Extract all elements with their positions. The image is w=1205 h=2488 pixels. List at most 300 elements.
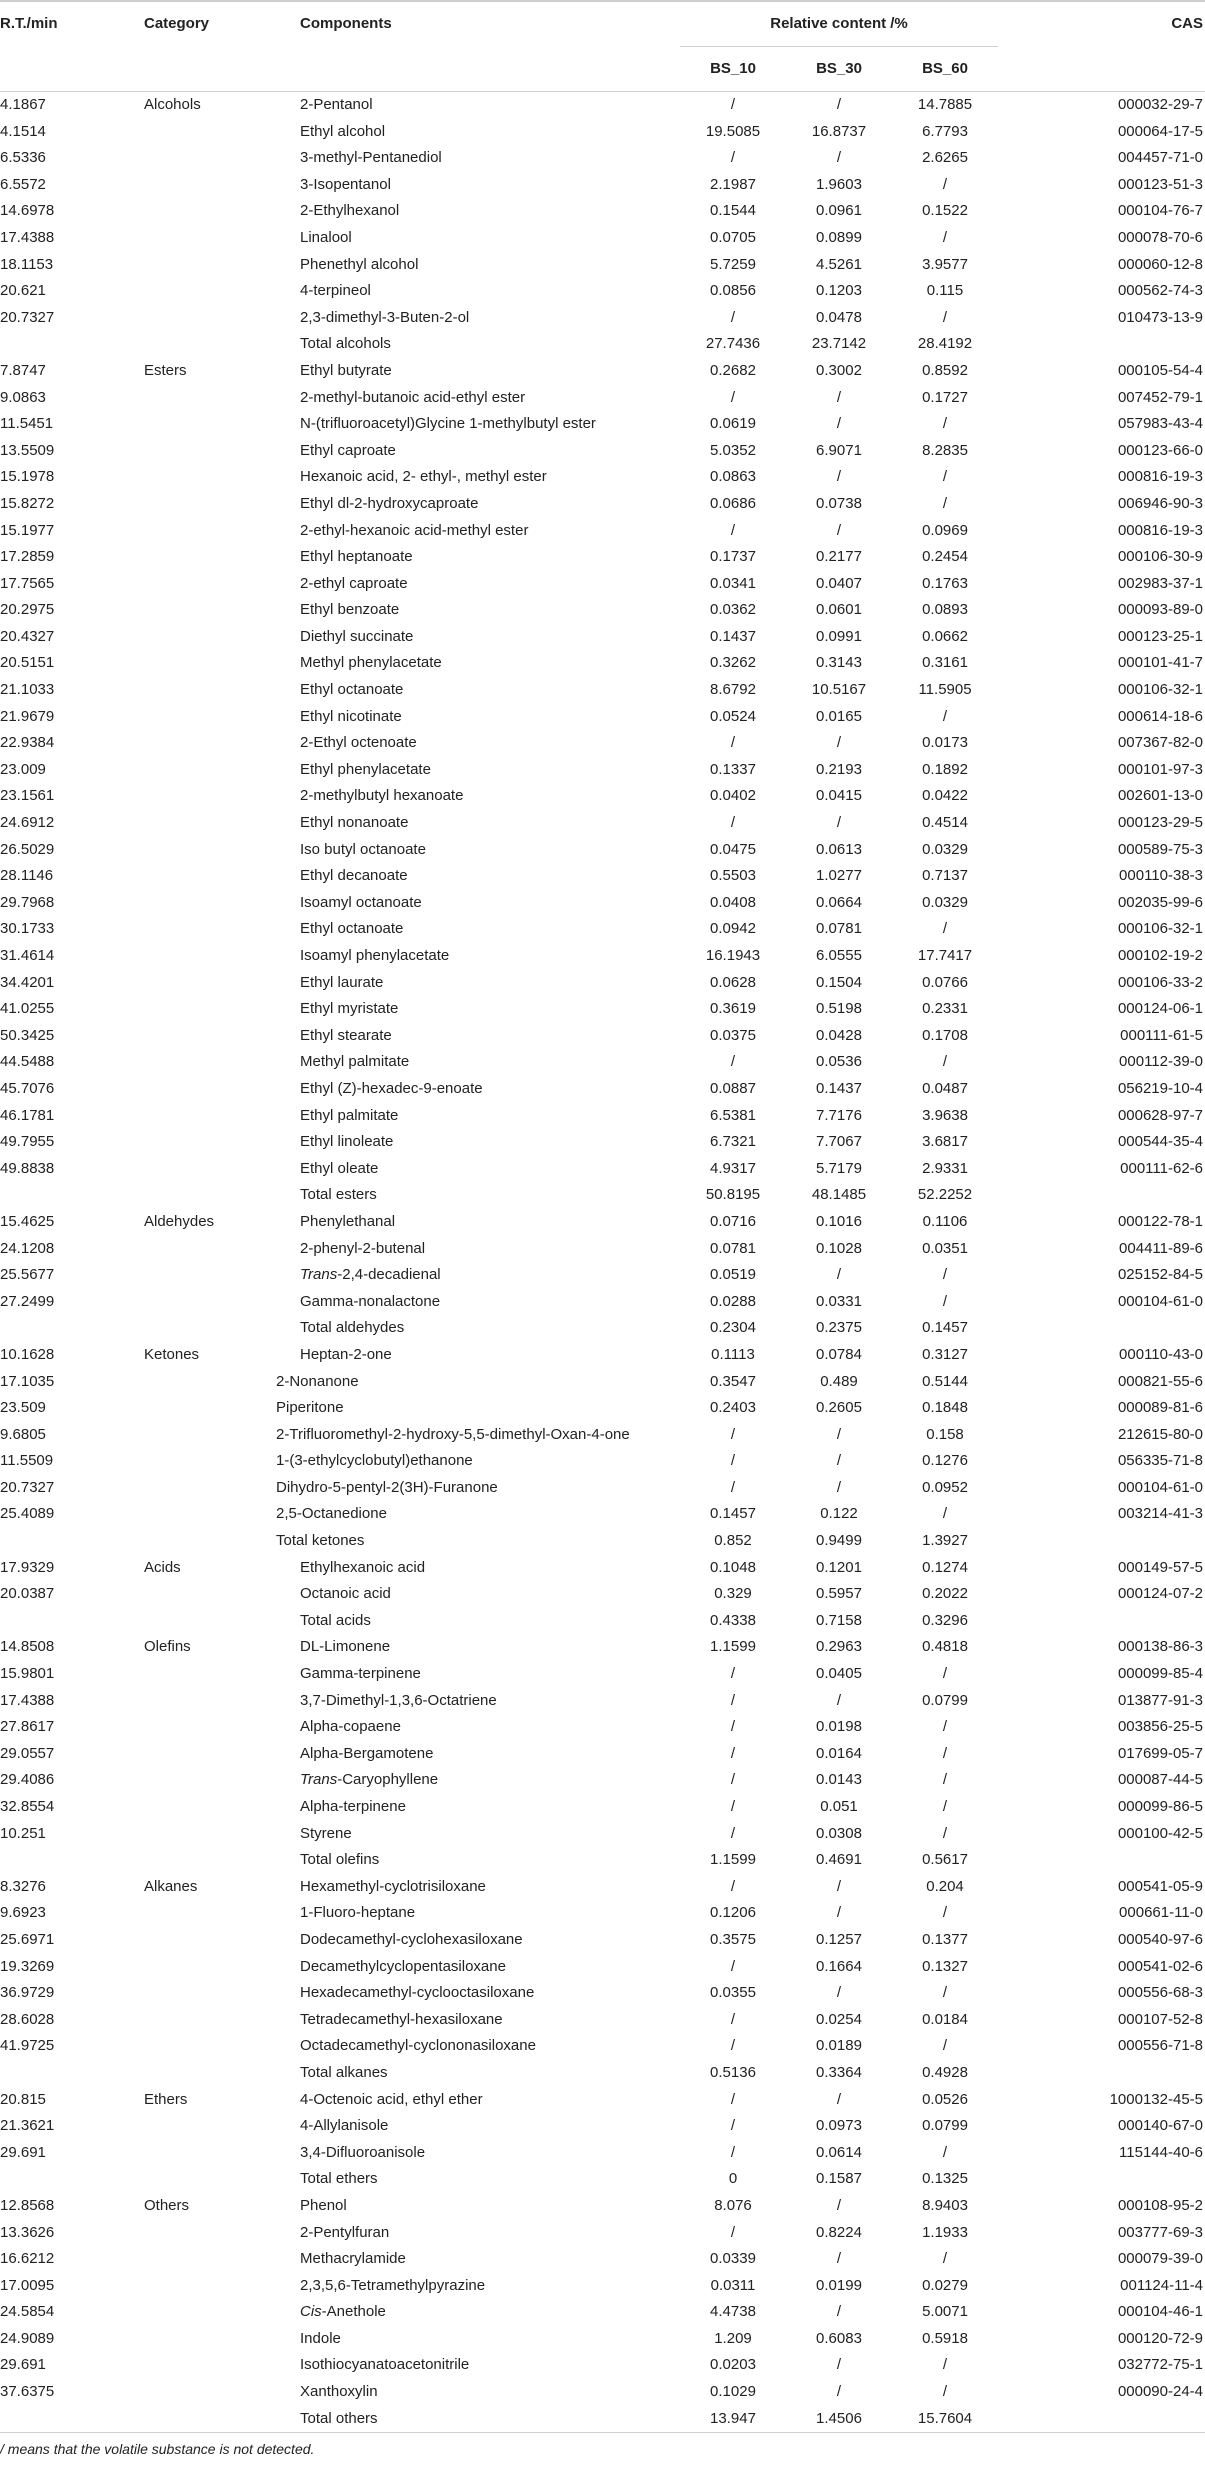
cell-cas: 000107-52-8 xyxy=(1117,2010,1204,2028)
cell-bs10: 1.209 xyxy=(714,2329,752,2347)
cell-cas: 000628-97-7 xyxy=(1117,1106,1204,1124)
table-row xyxy=(0,411,1205,438)
cell-component: 3-Isopentanol xyxy=(300,175,391,193)
cell-rt: 30.1733 xyxy=(0,920,55,938)
cell-bs10: / xyxy=(730,2143,736,2161)
cell-rt: 36.9729 xyxy=(0,1984,55,2002)
table-row xyxy=(0,1236,1205,1263)
cell-cas: 000544-35-4 xyxy=(1117,1133,1204,1151)
cell-component: Ethyl dl-2-hydroxycaproate xyxy=(300,494,479,512)
table-row xyxy=(0,438,1205,465)
table-row xyxy=(0,1847,1205,1874)
cell-category xyxy=(142,1714,296,1741)
cell-category xyxy=(142,1422,296,1449)
cell-bs10: 0.0311 xyxy=(710,2276,756,2294)
cell-component: Xanthoxylin xyxy=(300,2383,378,2401)
cell-cas: 002035-99-6 xyxy=(1117,893,1204,911)
cell-bs60: 14.7885 xyxy=(917,96,973,113)
cell-bs30: / xyxy=(836,2356,842,2374)
cell-cas: 000104-61-0 xyxy=(1117,1292,1204,1310)
cell-bs30: / xyxy=(836,814,842,832)
header-category: Category xyxy=(144,15,210,33)
table-footnote: / means that the volatile substance is not detected. xyxy=(0,2441,315,2458)
cell-cas: 000104-76-7 xyxy=(1117,202,1204,220)
cell-bs30: / xyxy=(836,388,842,406)
cell-rt: 23.509 xyxy=(0,1399,46,1417)
cell-component: N-(trifluoroacetyl)Glycine 1-methylbutyl ester xyxy=(300,415,596,433)
cell-category xyxy=(142,1661,296,1688)
cell-cas: 004411-89-6 xyxy=(1119,1239,1204,1257)
cell-cas: 000138-86-3 xyxy=(1117,1638,1204,1656)
cell-category xyxy=(142,704,296,731)
cell-bs10: 0.0402 xyxy=(710,787,756,805)
cell-bs60: 0.158 xyxy=(926,1425,964,1443)
cell-cas: 000090-24-4 xyxy=(1117,2383,1204,2401)
cell-rt: 13.3626 xyxy=(0,2223,55,2241)
cell-component: 3,7-Dimethyl-1,3,6-Octatriene xyxy=(300,1691,497,1709)
cell-category xyxy=(142,943,296,970)
cell-bs60: 17.7417 xyxy=(917,947,973,964)
cell-cas: 000816-19-3 xyxy=(1117,521,1204,539)
cell-bs30: 0.1437 xyxy=(816,1079,862,1097)
cell-bs60: 15.7604 xyxy=(892,2406,998,2433)
cell-cas: 000541-02-6 xyxy=(1117,1957,1204,1975)
cell-bs60: 0.5617 xyxy=(922,1851,968,1869)
cell-cas: 017699-05-7 xyxy=(1117,1744,1204,1762)
cell-rt: 16.6212 xyxy=(0,2250,55,2268)
cell-bs30: 0.122 xyxy=(820,1505,858,1523)
cell-bs10: 0.2403 xyxy=(710,1399,756,1417)
cell-rt: 20.5151 xyxy=(0,654,55,672)
cell-bs60: / xyxy=(942,1824,948,1842)
table-row xyxy=(0,2220,1205,2247)
cell-cas: 1000132-45-5 xyxy=(1109,2090,1204,2108)
cell-bs30: 6.0555 xyxy=(816,947,862,964)
cell-cas: 000562-74-3 xyxy=(1117,282,1204,300)
cell-category xyxy=(142,890,296,917)
table-row xyxy=(0,491,1205,518)
cell-bs60: 0.4818 xyxy=(922,1638,968,1656)
cell-bs30: 4.5261 xyxy=(816,255,862,273)
cell-bs30: / xyxy=(836,2090,842,2108)
table-row xyxy=(0,1422,1205,1449)
cell-cas: 000149-57-5 xyxy=(1117,1558,1204,1576)
cell-cas: 000589-75-3 xyxy=(1117,840,1204,858)
cell-category xyxy=(142,1980,296,2007)
cell-cas: 000101-41-7 xyxy=(1117,654,1204,672)
table-row xyxy=(0,358,1205,385)
cell-bs10: 0.1113 xyxy=(711,1345,755,1363)
cell-component: 2-Pentylfuran xyxy=(300,2223,390,2241)
cell-cas: 000106-30-9 xyxy=(1117,548,1204,566)
cell-component: DL-Limonene xyxy=(300,1638,391,1656)
cell-bs30: 0.0164 xyxy=(816,1744,862,1762)
cell-bs60: 0.0329 xyxy=(922,893,968,911)
cell-bs30: 0.2177 xyxy=(816,548,862,566)
cell-bs30: 0.0428 xyxy=(816,1026,862,1044)
cell-bs10: / xyxy=(730,1877,736,1895)
cell-bs30: 1.9603 xyxy=(816,175,862,193)
cell-component: 2-methyl-butanoic acid-ethyl ester xyxy=(300,388,526,406)
cell-category: Others xyxy=(144,2196,190,2214)
cell-bs60: 0.5144 xyxy=(922,1372,968,1390)
table-row xyxy=(0,1103,1205,1130)
cell-bs10: / xyxy=(730,96,736,113)
cell-cas: 007452-79-1 xyxy=(1117,388,1204,406)
cell-bs10: 0.1337 xyxy=(710,760,756,778)
cell-component: 2-Ethyl octenoate xyxy=(300,734,417,752)
cell-rt: 20.621 xyxy=(0,282,46,300)
cell-category xyxy=(142,172,296,199)
cell-bs60: / xyxy=(942,494,948,512)
cell-cas xyxy=(998,1847,1205,1874)
cell-category xyxy=(142,2406,296,2433)
cell-component: 2-Nonanone xyxy=(276,1372,359,1390)
cell-bs30: 0.0331 xyxy=(816,1292,862,1310)
cell-bs30: 0.9499 xyxy=(816,1532,862,1550)
header-components: Components xyxy=(300,15,392,33)
cell-bs60: / xyxy=(942,1505,948,1523)
cell-bs10: 8.6792 xyxy=(710,681,756,699)
cell-category: Aldehydes xyxy=(144,1212,215,1230)
cell-bs30: 0.3364 xyxy=(816,2063,862,2081)
cell-bs60: 1.3927 xyxy=(922,1532,968,1550)
cell-component: Isothiocyanatoacetonitrile xyxy=(300,2356,470,2374)
table-row xyxy=(0,996,1205,1023)
table-row xyxy=(0,837,1205,864)
cell-bs30: 0.0415 xyxy=(816,787,862,805)
cell-bs60: 0.204 xyxy=(926,1877,964,1895)
cell-rt xyxy=(0,1315,142,1342)
cell-component: Ethyl nicotinate xyxy=(300,707,402,725)
cell-cas: 000078-70-6 xyxy=(1117,228,1204,246)
cell-component: Piperitone xyxy=(276,1399,344,1417)
table-row xyxy=(0,730,1205,757)
cell-category xyxy=(142,1129,296,1156)
cell-bs60: / xyxy=(942,1292,948,1310)
cell-component: Ethyl palmitate xyxy=(300,1106,399,1124)
cell-cas: 013877-91-3 xyxy=(1117,1691,1204,1709)
cell-rt: 29.0557 xyxy=(0,1744,55,1762)
cell-bs10: 0.0524 xyxy=(710,707,756,725)
cell-bs60: / xyxy=(942,1771,948,1789)
cell-bs60: / xyxy=(942,1665,948,1683)
cell-component: Total ketones xyxy=(276,1532,365,1550)
cell-bs30: 0.0664 xyxy=(816,893,862,911)
cell-component: 2-Trifluoromethyl-2-hydroxy-5,5-dimethyl-Oxan-4-one xyxy=(276,1425,630,1443)
cell-rt: 6.5336 xyxy=(0,149,46,167)
cell-bs60: 0.8592 xyxy=(922,361,968,379)
cell-bs30: 0.5957 xyxy=(816,1585,862,1603)
cell-component: 3-methyl-Pentanediol xyxy=(300,149,442,167)
cell-rt: 21.1033 xyxy=(0,681,55,699)
cell-bs30: / xyxy=(836,1478,842,1496)
cell-component: Ethyl phenylacetate xyxy=(300,760,431,778)
table-row xyxy=(0,1900,1205,1927)
cell-category xyxy=(142,1236,296,1263)
cell-rt: 26.5029 xyxy=(0,840,55,858)
cell-category xyxy=(142,1927,296,1954)
cell-bs60: 0.115 xyxy=(926,282,964,300)
table-row xyxy=(0,1262,1205,1289)
cell-bs60: / xyxy=(942,175,948,193)
cell-component: Isoamyl octanoate xyxy=(300,893,422,911)
cell-cas: 000661-11-0 xyxy=(1119,1904,1204,1922)
cell-category xyxy=(142,1794,296,1821)
cell-component: Ethyl octanoate xyxy=(300,681,404,699)
cell-cas: 000110-38-3 xyxy=(1119,867,1204,885)
cell-category xyxy=(142,385,296,412)
cell-component: Ethyl myristate xyxy=(300,1000,399,1018)
cell-cas: 003777-69-3 xyxy=(1117,2223,1204,2241)
table-row xyxy=(0,1741,1205,1768)
cell-rt: 24.5854 xyxy=(0,2303,55,2321)
cell-cas: 000140-67-0 xyxy=(1117,2117,1204,2135)
table-row xyxy=(0,677,1205,704)
cell-category xyxy=(142,624,296,651)
cell-component: Styrene xyxy=(300,1824,352,1842)
cell-cas: 007367-82-0 xyxy=(1117,734,1204,752)
table-row xyxy=(0,2166,1205,2193)
cell-bs60: 0.4514 xyxy=(922,814,968,832)
cell-cas: 056335-71-8 xyxy=(1117,1452,1204,1470)
cell-rt: 18.1153 xyxy=(0,255,54,273)
cell-rt: 50.3425 xyxy=(0,1026,55,1044)
table-row xyxy=(0,943,1205,970)
cell-bs30: / xyxy=(836,1984,842,2002)
cell-rt: 20.0387 xyxy=(0,1585,55,1603)
cell-rt: 45.7076 xyxy=(0,1079,55,1097)
table-row xyxy=(0,1767,1205,1794)
table-row xyxy=(0,278,1205,305)
cell-bs10: / xyxy=(730,1798,736,1815)
cell-rt: 15.8272 xyxy=(0,494,55,512)
table-row xyxy=(0,1448,1205,1475)
cell-category xyxy=(142,1315,296,1342)
table-row xyxy=(0,252,1205,279)
cell-category xyxy=(142,491,296,518)
cell-bs10: 5.0352 xyxy=(710,441,756,459)
cell-component: 2-Pentanol xyxy=(300,96,373,113)
cell-bs10: 6.7321 xyxy=(710,1133,756,1151)
table-row xyxy=(0,305,1205,332)
cell-category: Esters xyxy=(144,361,187,379)
cell-category xyxy=(142,2140,296,2167)
cell-rt: 29.7968 xyxy=(0,893,55,911)
cell-component: Indole xyxy=(300,2329,341,2347)
cell-bs10: 0.0408 xyxy=(710,893,756,911)
cell-bs10: 0.0203 xyxy=(710,2356,756,2374)
cell-rt: 49.7955 xyxy=(0,1133,55,1151)
cell-bs10: 0.2682 xyxy=(710,361,756,379)
header-bs10: BS_10 xyxy=(680,47,786,92)
cell-component: Hexadecamethyl-cyclooctasiloxane xyxy=(300,1984,535,2002)
cell-cas: 000100-42-5 xyxy=(1117,1824,1204,1842)
cell-component: 3,4-Difluoroanisole xyxy=(300,2143,426,2161)
cell-bs10: 0 xyxy=(728,2170,738,2188)
cell-component: Phenethyl alcohol xyxy=(300,255,419,273)
cell-rt: 29.691 xyxy=(0,2356,46,2374)
cell-category xyxy=(142,1767,296,1794)
cell-category xyxy=(142,970,296,997)
cell-cas: 010473-13-9 xyxy=(1117,308,1204,326)
cell-bs10: 0.3547 xyxy=(710,1372,756,1390)
cell-rt: 21.3621 xyxy=(0,2117,55,2135)
table-row xyxy=(0,331,1205,358)
cell-component: 2-phenyl-2-butenal xyxy=(300,1239,426,1257)
cell-component: Ethyl oleate xyxy=(300,1159,379,1177)
cell-bs30: / xyxy=(836,2383,842,2401)
cell-cas: 000108-95-2 xyxy=(1117,2196,1204,2214)
cell-bs10: 0.1048 xyxy=(710,1558,756,1576)
table-row xyxy=(0,2060,1205,2087)
cell-bs60: / xyxy=(942,2250,948,2268)
cell-cas: 000614-18-6 xyxy=(1117,707,1204,725)
cell-rt: 24.6912 xyxy=(0,814,55,832)
table-row xyxy=(0,1581,1205,1608)
cell-bs30: 0.1664 xyxy=(816,1957,862,1975)
cell-component: Dodecamethyl-cyclohexasiloxane xyxy=(300,1930,523,1948)
cell-category xyxy=(142,1821,296,1848)
cell-rt: 15.9801 xyxy=(0,1665,55,1683)
cell-bs60: 0.0184 xyxy=(922,2010,968,2028)
cell-rt: 37.6375 xyxy=(0,2383,55,2401)
cell-component: Alpha-terpinene xyxy=(300,1798,406,1815)
cell-rt: 31.4614 xyxy=(0,947,55,964)
header-bs30: BS_30 xyxy=(786,47,892,92)
cell-component: Total ethers xyxy=(300,2170,378,2188)
cell-component: Iso butyl octanoate xyxy=(300,840,426,858)
cell-bs10: 13.947 xyxy=(680,2406,786,2433)
cell-cas xyxy=(998,1315,1205,1342)
table-row xyxy=(0,1980,1205,2007)
cell-bs10: / xyxy=(730,149,736,167)
cell-category xyxy=(142,757,296,784)
cell-bs10: 0.0341 xyxy=(710,574,756,592)
cell-category xyxy=(142,2033,296,2060)
cell-bs60: 0.0329 xyxy=(922,840,968,858)
cell-rt: 20.7327 xyxy=(0,308,55,326)
cell-cas: 000540-97-6 xyxy=(1117,1930,1204,1948)
cell-bs10: 0.0705 xyxy=(710,228,756,246)
cell-bs60: / xyxy=(942,415,948,433)
cell-bs60: 0.4928 xyxy=(922,2063,968,2081)
cell-bs60: / xyxy=(942,1718,948,1736)
cell-bs30: 0.2963 xyxy=(816,1638,862,1656)
table-row xyxy=(0,2246,1205,2273)
cell-cas: 000079-39-0 xyxy=(1117,2250,1204,2268)
cell-bs30: 0.1028 xyxy=(816,1239,862,1257)
cell-category xyxy=(142,571,296,598)
cell-bs60: 0.2331 xyxy=(922,1000,968,1018)
cell-bs30: / xyxy=(836,1266,842,1284)
table-row xyxy=(0,1874,1205,1901)
cell-bs10: / xyxy=(730,734,736,752)
cell-category xyxy=(142,1688,296,1715)
cell-rt: 10.1628 xyxy=(0,1345,55,1363)
table-row xyxy=(0,571,1205,598)
cell-bs60: 52.2252 xyxy=(917,1186,973,1204)
cell-category xyxy=(142,119,296,146)
table-row xyxy=(0,1369,1205,1396)
table-row xyxy=(0,1129,1205,1156)
cell-component: 2-methylbutyl hexanoate xyxy=(300,787,464,805)
table-row xyxy=(0,1501,1205,1528)
cell-rt: 9.6923 xyxy=(0,1904,46,1922)
cell-component: 2-ethyl caproate xyxy=(300,574,408,592)
cell-rt: 4.1867 xyxy=(0,96,46,113)
table-row xyxy=(0,385,1205,412)
cell-component: Ethyl laurate xyxy=(300,973,384,991)
cell-rt: 20.4327 xyxy=(0,627,55,645)
cell-rt: 17.2859 xyxy=(0,548,55,566)
cell-category xyxy=(142,225,296,252)
cell-bs60: 0.5918 xyxy=(922,2329,968,2347)
table-row xyxy=(0,1182,1205,1209)
cell-category xyxy=(142,438,296,465)
cell-bs10: / xyxy=(730,814,736,832)
cell-bs30: / xyxy=(836,149,842,167)
cell-bs30: 0.0781 xyxy=(816,920,862,938)
cell-category xyxy=(142,2273,296,2300)
cell-bs30: 0.0407 xyxy=(816,574,862,592)
cell-bs30: / xyxy=(836,1425,842,1443)
cell-bs30: 0.0601 xyxy=(816,601,862,619)
cell-rt xyxy=(0,1608,142,1635)
cell-bs10: 5.7259 xyxy=(710,255,756,273)
table-row xyxy=(0,704,1205,731)
table-row xyxy=(0,783,1205,810)
cell-bs30: / xyxy=(836,96,842,113)
cell-category xyxy=(142,996,296,1023)
table-row xyxy=(0,518,1205,545)
cell-category xyxy=(142,1076,296,1103)
cell-rt: 29.4086 xyxy=(0,1771,55,1789)
cell-cas xyxy=(998,2166,1205,2193)
cell-category xyxy=(142,2113,296,2140)
cell-component: Total aldehydes xyxy=(300,1319,405,1337)
cell-bs60: / xyxy=(942,468,948,486)
cell-bs10: 0.852 xyxy=(714,1532,752,1550)
cell-bs60: / xyxy=(942,2383,948,2401)
cell-rt: 6.5572 xyxy=(0,175,46,193)
cell-rt: 17.7565 xyxy=(0,574,55,592)
cell-cas: 000123-51-3 xyxy=(1117,175,1204,193)
cell-bs10: 0.0628 xyxy=(710,973,756,991)
cell-cas: 000120-72-9 xyxy=(1117,2329,1204,2347)
cell-rt: 4.1514 xyxy=(0,122,46,140)
header-rt: R.T./min xyxy=(0,15,58,33)
cell-component: Ethyl decanoate xyxy=(300,867,408,885)
table-row xyxy=(0,1315,1205,1342)
cell-rt: 8.3276 xyxy=(0,1877,46,1895)
cell-bs60: / xyxy=(942,920,948,938)
cell-category xyxy=(142,331,296,358)
cell-component: Ethyl linoleate xyxy=(300,1133,394,1151)
cell-cas xyxy=(998,331,1205,358)
cell-bs30: 0.0189 xyxy=(816,2037,862,2055)
cell-bs60: 0.0173 xyxy=(922,734,968,752)
table-row xyxy=(0,1475,1205,1502)
cell-bs30: 0.0961 xyxy=(816,202,862,220)
cell-bs30: 0.2605 xyxy=(816,1399,862,1417)
cell-component: Alpha-copaene xyxy=(300,1718,401,1736)
cell-category xyxy=(142,1475,296,1502)
cell-component: Phenol xyxy=(300,2196,347,2214)
cell-bs10: / xyxy=(730,2090,736,2108)
cell-bs10: 4.4738 xyxy=(710,2303,756,2321)
cell-category xyxy=(142,1528,296,1555)
